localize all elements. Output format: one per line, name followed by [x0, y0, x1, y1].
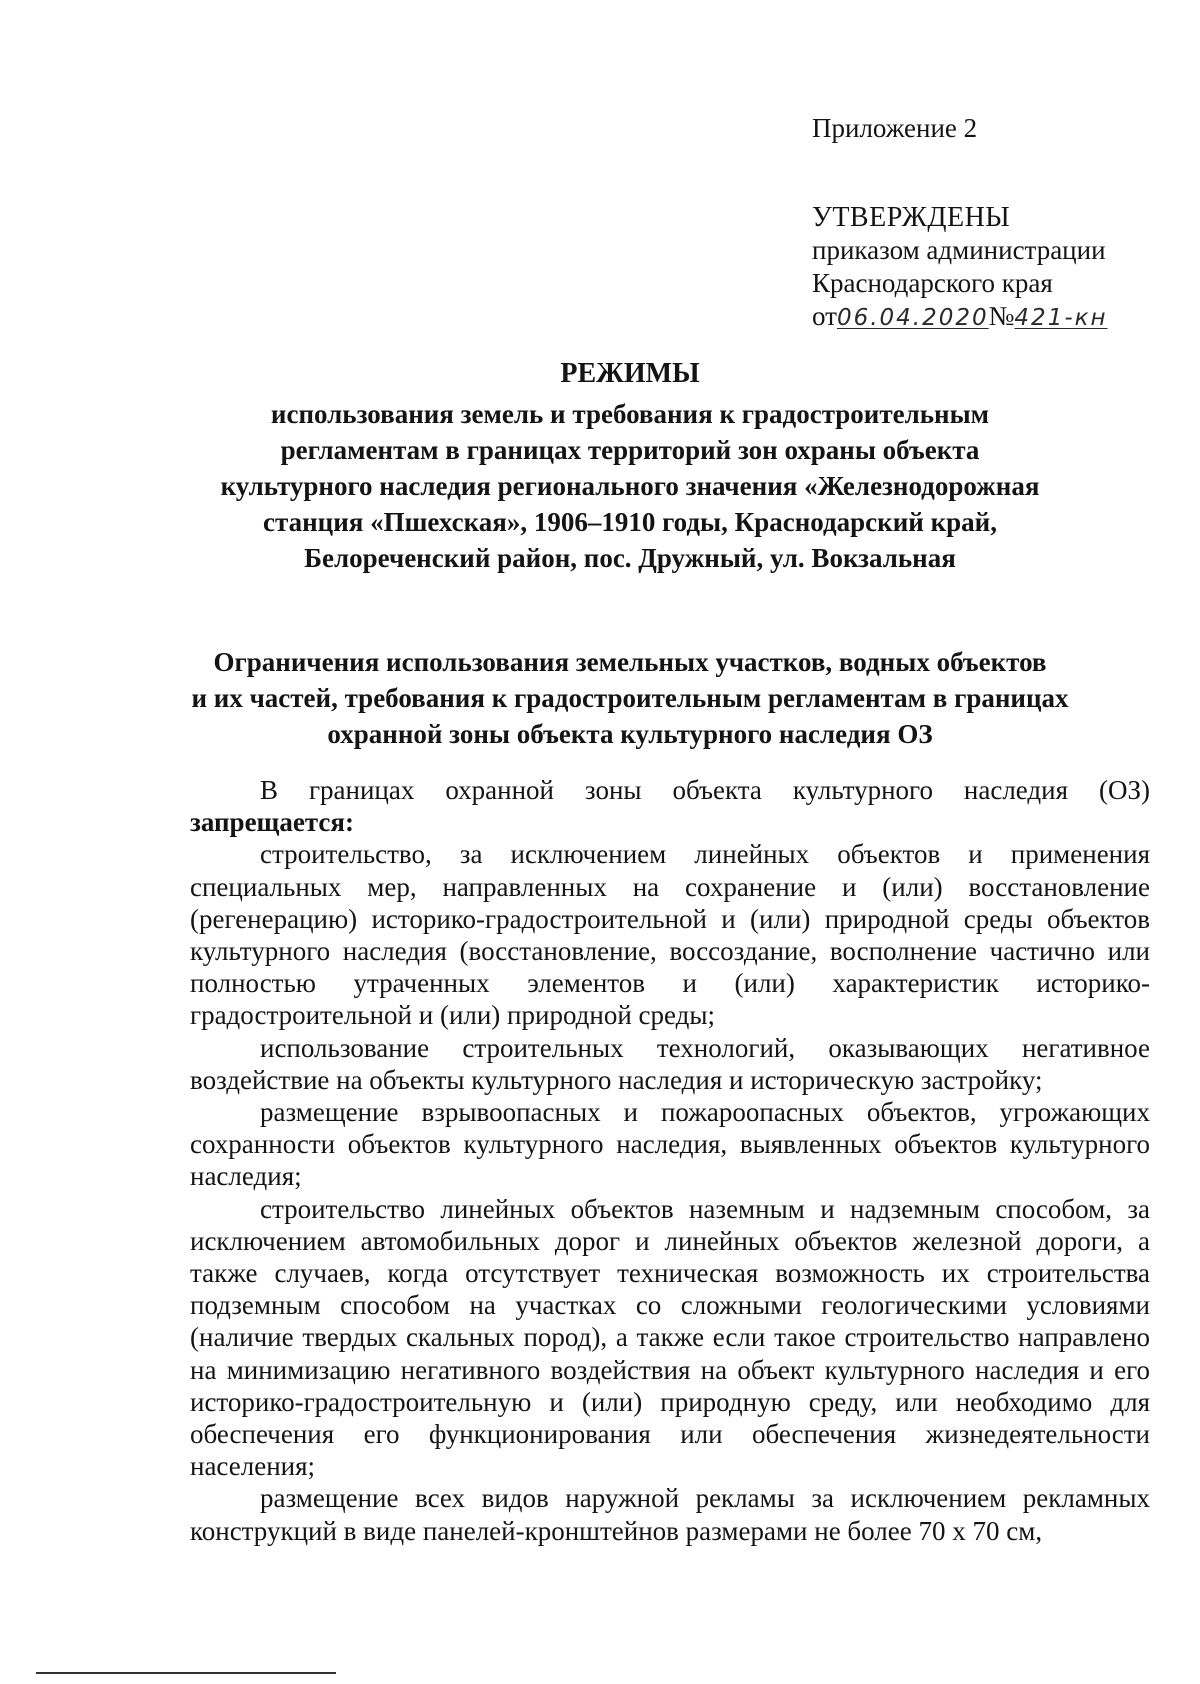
title-line: Белореченский район, пос. Дружный, ул. Вокзальная [304, 543, 956, 573]
intro-paragraph [190, 774, 1150, 838]
approved-heading: УТВЕРЖДЕНЫ [812, 202, 1011, 233]
page-title: РЕЖИМЫ [560, 358, 700, 389]
body-paragraph: строительство линейных объектов наземным и надземным способом, за исключением автомобильных дорог и линейных объектов железной дороги, а также случаев, когда отсутствует техническая возможность их строительства подземным способом на участках со сложными геологическими условиями (наличие твердых скальных пород), а также если такое строительство направлено на минимизацию негативного воздействия на объект культурного наследия и его историко-градостроительную и (или) природную среду, или необходимо для обеспечения его функционирования или обеспечения жизнедеятельности населения; [190, 1193, 1150, 1482]
footer-divider [36, 1672, 336, 1674]
approval-date-line [812, 300, 1142, 335]
handwritten-number: 421-кн [1014, 305, 1108, 331]
intro-bold-text: запрещается: [190, 807, 355, 838]
approval-line-2: Краснодарского края [812, 268, 1053, 298]
title-line: регламентам в границах территорий зон охраны объекта [280, 435, 980, 465]
document-title [180, 356, 1080, 576]
body-paragraph: использование строительных технологий, оказывающих негативное воздействие на объекты культурного наследия и историческую застройку; [190, 1032, 1150, 1095]
body-paragraph: размещение взрывоопасных и пожароопасных объектов, угрожающих сохранности объектов культурного наследия, выявленных объектов культурного наследия; [190, 1097, 1150, 1192]
body-paragraph: строительство, за исключением линейных объектов и применения специальных мер, направленных на сохранение и (или) восстановление (регенерацию) историко-градостроительной и (или) природной среды объектов культурного наследия (восстановление, воссоздание, восполнение частично или полностью утраченных элементов и (или) характеристик историко-градостроительной и (или) природной среды; [190, 839, 1150, 1031]
section-heading-line: охранной зоны объекта культурного наследия ОЗ [327, 719, 933, 749]
body-text [190, 774, 1150, 1547]
title-line: станция «Пшехская», 1906–1910 годы, Краснодарский край, [263, 507, 997, 537]
section-heading [180, 644, 1080, 752]
intro-text: В границах охранной зоны объекта культурного наследия (ОЗ) [260, 775, 1150, 805]
approval-line-1: приказом администрации [812, 235, 1106, 265]
title-line: использования земель и требования к градостроительным [270, 399, 990, 429]
section-heading-line: и их частей, требования к градостроительным регламентам в границах [191, 683, 1069, 713]
handwritten-date: 06.04.2020 [836, 305, 989, 331]
date-prefix: от [812, 301, 837, 331]
approval-block [812, 112, 1142, 335]
number-prefix: № [988, 301, 1015, 331]
section-heading-line: Ограничения использования земельных участков, водных объектов [213, 647, 1047, 677]
annex-label: Приложение 2 [812, 113, 978, 143]
body-paragraph: размещение всех видов наружной рекламы за исключением рекламных конструкций в виде панелей-кронштейнов размерами не более 70 х 70 см, [190, 1483, 1150, 1546]
title-line: культурного наследия регионального значения «Железнодорожная [220, 471, 1040, 501]
